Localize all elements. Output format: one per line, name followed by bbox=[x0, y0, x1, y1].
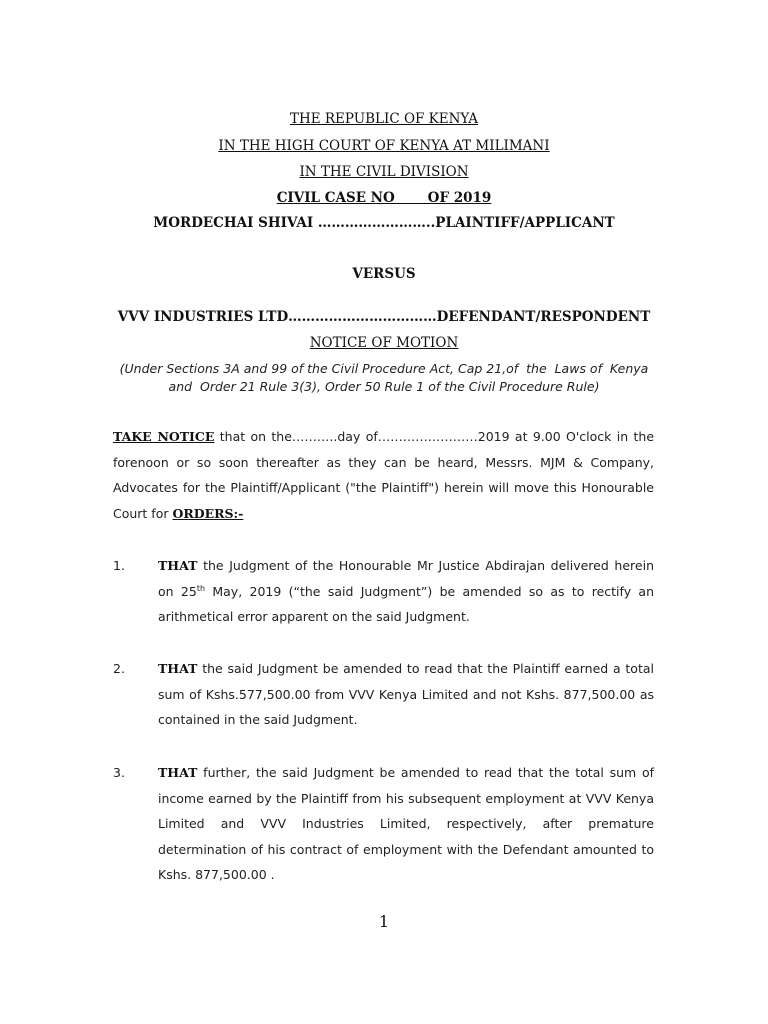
item-3-that: THAT bbox=[158, 765, 198, 780]
item-1-text-b: May, 2019 (“the said Judgment”) be amended so as to rectify an arithmetical error apparent on the said Judgment. bbox=[158, 583, 654, 624]
item-1-that: THAT bbox=[158, 558, 198, 573]
item-3-text bbox=[158, 760, 654, 888]
authority-line-1: (Under Sections 3A and 99 of the Civil Procedure Act, Cap 21,of the Laws of Kenya bbox=[119, 361, 649, 376]
item-3-number: 3. bbox=[113, 765, 125, 780]
defendant-line: VVV INDUSTRIES LTD……………………………DEFENDANT/RESPONDENT bbox=[117, 309, 651, 325]
court-heading: IN THE HIGH COURT OF KENYA AT MILIMANI bbox=[218, 138, 550, 154]
orders-label: ORDERS:- bbox=[172, 505, 244, 521]
item-1-number: 1. bbox=[113, 558, 125, 573]
take-notice-label: TAKE NOTICE bbox=[113, 429, 215, 444]
item-3-body: further, the said Judgment be amended to read that the total sum of income earned by the Plaintiff from his subsequent employment at VVV Kenya Limited and VVV Industries Limited, respectively, after premature determination of his contract of employment with the Defendant amounted to Kshs. 877,500.00 . bbox=[158, 765, 654, 882]
motion-title: NOTICE OF MOTION bbox=[309, 335, 459, 351]
item-2-body: the said Judgment be amended to read that the Plaintiff earned a total sum of Kshs.577,500.00 from VVV Kenya Limited and not Kshs. 877,500.00 as contained in the said Judgment. bbox=[158, 661, 654, 727]
case-number-heading: CIVIL CASE NO OF 2019 bbox=[276, 190, 492, 206]
item-2-that: THAT bbox=[158, 661, 198, 676]
versus-line: VERSUS bbox=[352, 266, 416, 282]
notice-paragraph bbox=[113, 424, 654, 526]
item-1-superscript: th bbox=[196, 583, 206, 593]
republic-heading: THE REPUBLIC OF KENYA bbox=[289, 111, 479, 127]
plaintiff-line: MORDECHAI SHIVAI ……………………..PLAINTIFF/APPLICANT bbox=[153, 215, 615, 231]
authority-line-2: and Order 21 Rule 3(3), Order 50 Rule 1 of the Civil Procedure Rule) bbox=[168, 379, 600, 394]
notice-text: that on the………..day of……………………2019 at 9.00 O'clock in the forenoon or so soon thereafter as they can be heard, Messrs. MJM & Company, Advocates for the Plaintiff/Applicant ("the Plaintiff") herein will move this Honourable Court for bbox=[113, 429, 655, 521]
item-1-text-a: the Judgment of the Honourable Mr Justice Abdirajan delivered herein on 25 bbox=[158, 558, 654, 599]
item-2-number: 2. bbox=[113, 661, 125, 676]
item-1-text bbox=[158, 553, 654, 630]
page-number: 1 bbox=[378, 912, 390, 931]
item-2-text bbox=[158, 656, 654, 733]
division-heading: IN THE CIVIL DIVISION bbox=[299, 164, 469, 180]
